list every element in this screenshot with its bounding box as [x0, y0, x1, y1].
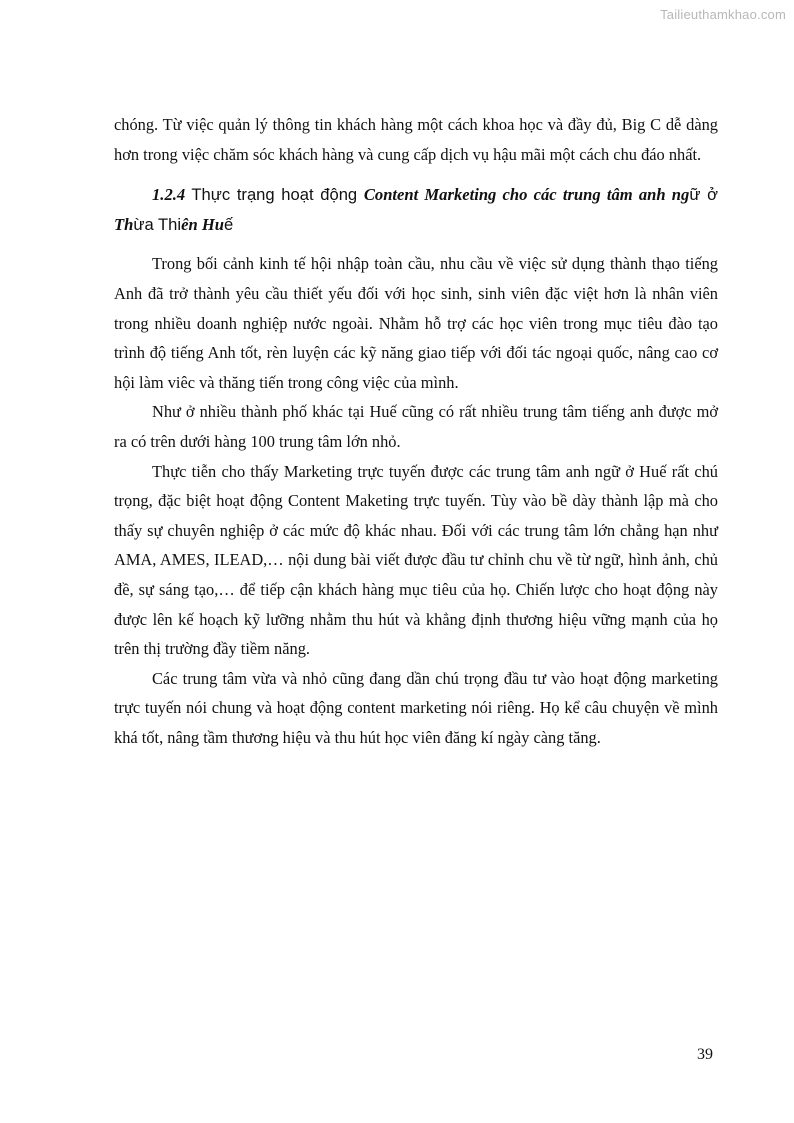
watermark: Tailieuthamkhao.com [660, 7, 786, 22]
heading-part-5: Th [114, 214, 134, 234]
paragraph-3: Thực tiễn cho thấy Marketing trực tuyến được các trung tâm anh ngữ ở Huế rất chú trọng, đặc biệt hoạt động Content Maketing trực tuyến. Tùy vào bề dày thành lập mà cho thấy sự chuyên nghiệp ở các mức độ khác nhau. Đối với các trung tâm lớn chẳng hạn như AMA, AMES, ILEAD,… nội dung bài viết được đầu tư chỉnh chu về từ ngữ, hình ảnh, chủ đề, sự sáng tạo,… để tiếp cận khách hàng mục tiêu của họ. Chiến lược cho hoạt động này được lên kế hoạch kỹ lưỡng nhằm thu hút và khẳng định thương hiệu vững mạnh của họ trên thị trường đầy tiềm năng. [114, 461, 718, 659]
heading-part-1: Thực tr [191, 185, 247, 205]
page-number: 39 [697, 1046, 713, 1063]
page-body [114, 110, 718, 752]
paragraph-1: Trong bối cảnh kinh tế hội nhập toàn cầu, nhu cầu về việc sử dụng thành thạo tiếng Anh đã trở thành yêu cầu thiết yếu đối với học sinh, sinh viên đặc việt hơn là nhân viên trong nhiều doanh nghiệp nước ngoài. Nhằm hỗ trợ các học viên trong mục tiêu đào tạo trình độ tiếng Anh tốt, rèn luyện các kỹ năng giao tiếp với đối tác ngoại quốc, nâng cao cơ hội làm viêc và thăng tiến trong công việc của mình. [114, 254, 718, 392]
heading-part-6: ừa Thi [133, 214, 182, 234]
heading-part-8: ế [223, 214, 234, 234]
paragraph-intro: chóng. Từ việc quản lý thông tin khách hàng một cách khoa học và đầy đủ, Big C dễ dàng hơn trong việc chăm sóc khách hàng và cung cấp dịch vụ hậu mãi một cách chu đáo nhất. [114, 115, 718, 164]
heading-part-3: Content Marketing cho các trung tâm anh ng [363, 185, 690, 205]
heading-part-7: ên Hu [181, 214, 224, 234]
heading-number: 1.2.4 [152, 185, 192, 205]
section-heading [114, 180, 718, 239]
paragraph-4: Các trung tâm vừa và nhỏ cũng đang dần chú trọng đầu tư vào hoạt động marketing trực tuyến nói chung và hoạt động content marketing nói riêng. Họ kể câu chuyện về mình khá tốt, nâng tầm thương hiệu và thu hút học viên đăng kí ngày càng tăng. [114, 668, 718, 747]
heading-part-2: ạng hoạt động [246, 185, 364, 205]
heading-part-4: ữ ở [689, 185, 718, 205]
paragraph-2: Như ở nhiều thành phố khác tại Huế cũng có rất nhiều trung tâm tiếng anh được mở ra có trên dưới hàng 100 trung tâm lớn nhỏ. [114, 402, 718, 451]
